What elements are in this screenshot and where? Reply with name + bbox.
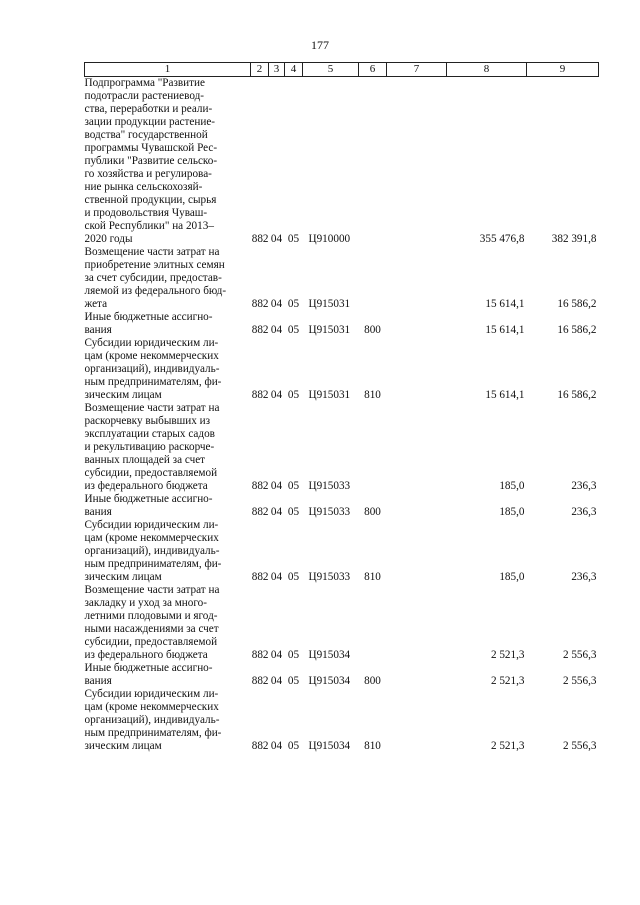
description-line: го хозяйства и регулирова- — [84, 168, 212, 180]
column-7 — [387, 246, 447, 311]
description-line: Субсидии юридическим ли- — [84, 688, 219, 700]
ministry-code: 882 — [251, 298, 269, 310]
table-body — [85, 77, 599, 754]
description-line: ным предпринимателям, фи- — [84, 558, 222, 570]
column-7 — [387, 584, 447, 662]
subsection-code: 05 — [287, 233, 300, 245]
column-header: 9 — [527, 63, 599, 77]
subsection-code: 05 — [287, 649, 300, 661]
amount-column-8: 2 521,3 — [490, 740, 525, 752]
target-article-code: Ц915033 — [308, 506, 351, 518]
description-line: вания — [84, 675, 112, 687]
description-line: подотрасли растениевод- — [84, 90, 205, 102]
amount-column-8: 355 476,8 — [479, 233, 525, 245]
description-line: ства, переработки и реали- — [84, 103, 213, 115]
description-line: Субсидии юридическим ли- — [84, 337, 219, 349]
expense-type-code — [359, 402, 387, 493]
description-line: зическим лицам — [84, 571, 162, 583]
subsection-code: 05 — [287, 740, 300, 752]
description-line: ственной продукции, сырья — [84, 194, 217, 206]
ministry-code: 882 — [251, 233, 269, 245]
ministry-code: 882 — [251, 480, 269, 492]
amount-column-8: 15 614,1 — [485, 324, 525, 336]
row-description — [85, 402, 251, 493]
section-code: 04 — [270, 675, 283, 687]
description-line: публики "Развитие сельско- — [84, 155, 218, 167]
amount-column-9: 16 586,2 — [557, 298, 597, 310]
row-description — [85, 246, 251, 311]
description-line: раскорчевку выбывших из — [84, 415, 211, 427]
table-row — [85, 311, 599, 337]
table-row — [85, 688, 599, 753]
section-code: 04 — [270, 298, 283, 310]
expense-type-code — [359, 584, 387, 662]
row-description — [85, 584, 251, 662]
ministry-code: 882 — [251, 571, 269, 583]
amount-column-9: 16 586,2 — [557, 389, 597, 401]
row-description — [85, 77, 251, 247]
description-line: цам (кроме некоммерческих — [84, 350, 219, 362]
description-line: Возмещение части затрат на — [84, 402, 220, 414]
subsection-code: 05 — [287, 389, 300, 401]
subsection-code: 05 — [287, 480, 300, 492]
subsection-code: 05 — [287, 506, 300, 518]
amount-column-8: 185,0 — [499, 480, 525, 492]
target-article-code: Ц915034 — [308, 740, 351, 752]
table-row — [85, 402, 599, 493]
description-line: эксплуатации старых садов — [84, 428, 215, 440]
description-line: зации продукции растение- — [84, 116, 216, 128]
column-7 — [387, 493, 447, 519]
column-header: 6 — [359, 63, 387, 77]
amount-column-9: 236,3 — [571, 480, 597, 492]
subsection-code: 05 — [287, 324, 300, 336]
amount-column-8: 2 521,3 — [490, 649, 525, 661]
description-line: из федерального бюджета — [84, 649, 208, 661]
expense-type-code — [359, 77, 387, 247]
subsection-code: 05 — [287, 298, 300, 310]
row-description — [85, 493, 251, 519]
description-line: цам (кроме некоммерческих — [84, 532, 219, 544]
column-7 — [387, 402, 447, 493]
description-line: ние рынка сельскохозяй- — [84, 181, 203, 193]
column-header: 5 — [303, 63, 359, 77]
amount-column-8: 185,0 — [499, 506, 525, 518]
description-line: Субсидии юридическим ли- — [84, 519, 219, 531]
section-code: 04 — [270, 506, 283, 518]
column-7 — [387, 77, 447, 247]
column-7 — [387, 688, 447, 753]
target-article-code: Ц915031 — [308, 324, 351, 336]
description-line: 2020 годы — [84, 233, 133, 245]
section-code: 04 — [270, 233, 283, 245]
description-line: приобретение элитных семян — [84, 259, 225, 271]
description-line: Иные бюджетные ассигно- — [84, 493, 213, 505]
section-code: 04 — [270, 649, 283, 661]
column-header: 4 — [285, 63, 303, 77]
column-header: 1 — [85, 63, 251, 77]
description-line: и продовольствия Чуваш- — [84, 207, 208, 219]
table-row — [85, 493, 599, 519]
description-line: за счет субсидии, предостав- — [84, 272, 222, 284]
column-header: 3 — [269, 63, 285, 77]
section-code: 04 — [270, 571, 283, 583]
description-line: субсидии, предоставляемой — [84, 467, 218, 479]
description-line: программы Чувашской Рес- — [84, 142, 218, 154]
description-line: жета — [84, 298, 108, 310]
ministry-code: 882 — [251, 740, 269, 752]
description-line: ской Республики" на 2013– — [84, 220, 214, 232]
description-line: Иные бюджетные ассигно- — [84, 311, 213, 323]
target-article-code: Ц915033 — [308, 480, 351, 492]
description-line: водства" государственной — [84, 129, 208, 141]
description-line: Иные бюджетные ассигно- — [84, 662, 213, 674]
amount-column-9: 2 556,3 — [562, 649, 597, 661]
amount-column-9: 236,3 — [571, 506, 597, 518]
amount-column-9: 2 556,3 — [562, 675, 597, 687]
ministry-code: 882 — [251, 675, 269, 687]
description-line: вания — [84, 506, 112, 518]
target-article-code: Ц910000 — [308, 233, 351, 245]
amount-column-9: 16 586,2 — [557, 324, 597, 336]
ministry-code: 882 — [251, 389, 269, 401]
section-code: 04 — [270, 740, 283, 752]
expense-type-code: 810 — [364, 740, 381, 752]
description-line: вания — [84, 324, 112, 336]
table-row — [85, 246, 599, 311]
description-line: ляемой из федерального бюд- — [84, 285, 227, 297]
subsection-code: 05 — [287, 571, 300, 583]
section-code: 04 — [270, 324, 283, 336]
description-line: из федерального бюджета — [84, 480, 208, 492]
page-number: 177 — [311, 38, 329, 52]
amount-column-8: 15 614,1 — [485, 298, 525, 310]
amount-column-9: 2 556,3 — [562, 740, 597, 752]
amount-column-8: 185,0 — [499, 571, 525, 583]
target-article-code: Ц915031 — [308, 298, 351, 310]
expense-type-code: 810 — [364, 571, 381, 583]
amount-column-8: 2 521,3 — [490, 675, 525, 687]
description-line: организаций), индивидуаль- — [84, 545, 220, 557]
row-description — [85, 662, 251, 688]
column-number-row — [85, 63, 599, 77]
column-header: 8 — [447, 63, 527, 77]
row-description — [85, 311, 251, 337]
row-description — [85, 519, 251, 584]
section-code: 04 — [270, 389, 283, 401]
column-header: 2 — [251, 63, 269, 77]
description-line: организаций), индивидуаль- — [84, 714, 220, 726]
section-code: 04 — [270, 480, 283, 492]
description-line: зическим лицам — [84, 740, 162, 752]
expense-type-code: 800 — [364, 506, 381, 518]
table-row — [85, 337, 599, 402]
amount-column-9: 236,3 — [571, 571, 597, 583]
description-line: зическим лицам — [84, 389, 162, 401]
amount-column-9: 382 391,8 — [551, 233, 597, 245]
description-line: летними плодовыми и ягод- — [84, 610, 218, 622]
description-line: субсидии, предоставляемой — [84, 636, 218, 648]
target-article-code: Ц915034 — [308, 675, 351, 687]
column-7 — [387, 311, 447, 337]
ministry-code: 882 — [251, 324, 269, 336]
ministry-code: 882 — [251, 649, 269, 661]
target-article-code: Ц915033 — [308, 571, 351, 583]
ministry-code: 882 — [251, 506, 269, 518]
column-7 — [387, 337, 447, 402]
subsection-code: 05 — [287, 675, 300, 687]
table-row — [85, 662, 599, 688]
row-description — [85, 688, 251, 753]
table-row — [85, 584, 599, 662]
description-line: организаций), индивидуаль- — [84, 363, 220, 375]
target-article-code: Ц915031 — [308, 389, 351, 401]
expense-type-code: 800 — [364, 324, 381, 336]
column-7 — [387, 519, 447, 584]
description-line: ным предпринимателям, фи- — [84, 727, 222, 739]
description-line: и рекультивацию раскорче- — [84, 441, 215, 453]
description-line: цам (кроме некоммерческих — [84, 701, 219, 713]
expense-type-code — [359, 246, 387, 311]
table-row — [85, 519, 599, 584]
description-line: ными насаждениями за счет — [84, 623, 219, 635]
expense-type-code: 800 — [364, 675, 381, 687]
description-line: ванных площадей за счет — [84, 454, 206, 466]
amount-column-8: 15 614,1 — [485, 389, 525, 401]
description-line: Возмещение части затрат на — [84, 584, 220, 596]
column-7 — [387, 662, 447, 688]
description-line: Возмещение части затрат на — [84, 246, 220, 258]
column-header: 7 — [387, 63, 447, 77]
description-line: ным предпринимателям, фи- — [84, 376, 222, 388]
description-line: закладку и уход за много- — [84, 597, 208, 609]
table-row — [85, 77, 599, 247]
target-article-code: Ц915034 — [308, 649, 351, 661]
row-description — [85, 337, 251, 402]
expense-type-code: 810 — [364, 389, 381, 401]
budget-table — [84, 62, 599, 753]
description-line: Подпрограмма "Развитие — [84, 77, 205, 89]
